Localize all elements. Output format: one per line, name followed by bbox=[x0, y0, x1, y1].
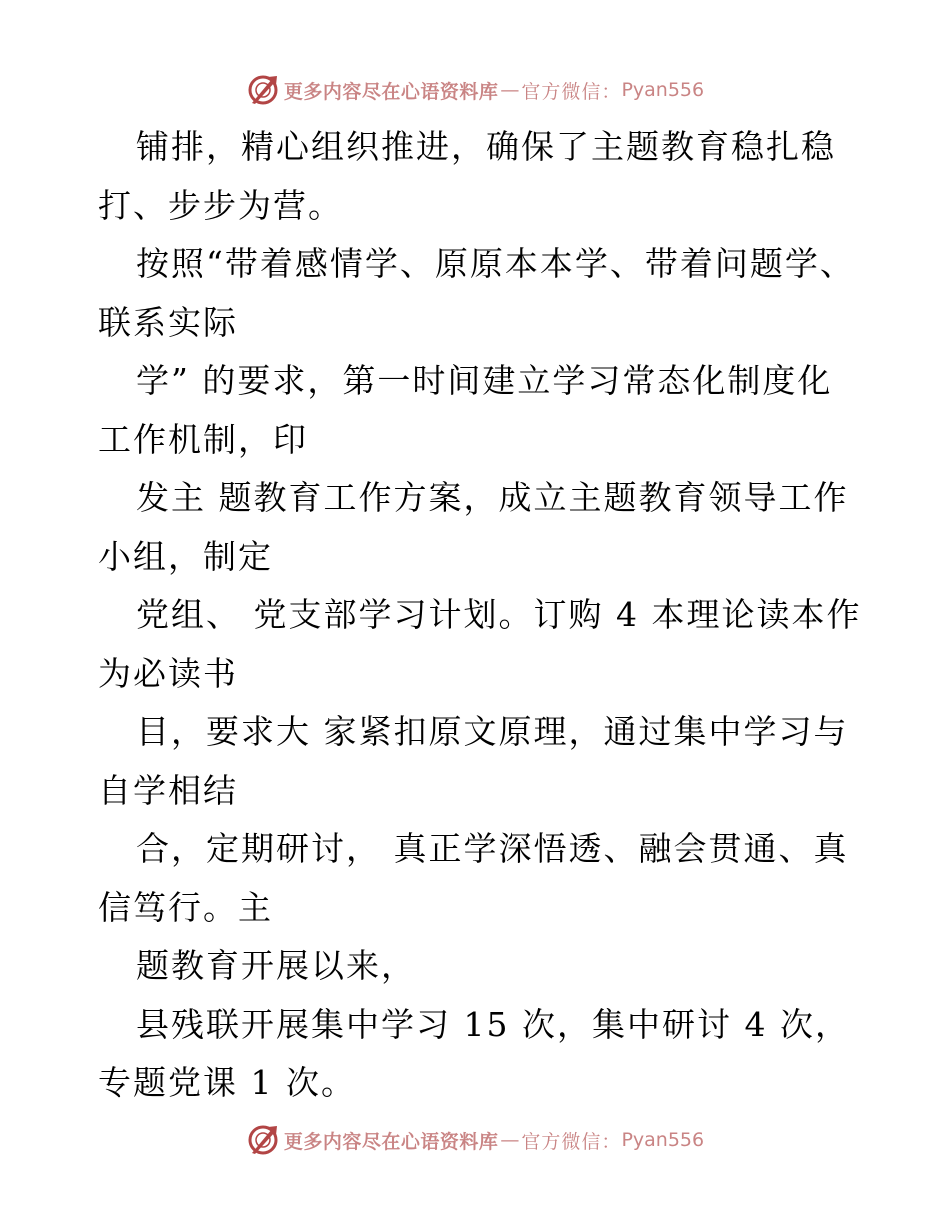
body-line-15: 题教育开展以来， bbox=[136, 946, 416, 985]
header-wechat-id: Pyan556 bbox=[621, 79, 705, 101]
body-line-1: 铺排，精心组织推进，确保了主题教育稳扎稳 bbox=[136, 127, 836, 166]
body-line-7: 发主 题教育工作方案，成立主题教育领导工作 bbox=[136, 478, 849, 517]
document-body bbox=[98, 118, 878, 1113]
footer-banner-dash: — bbox=[500, 1129, 520, 1151]
body-line-4: 联系实际 bbox=[98, 302, 238, 342]
footer-wechat-label: 官方微信： bbox=[521, 1130, 622, 1153]
body-line-10: 为必读书 bbox=[98, 653, 238, 693]
footer-banner-text: 更多内容尽在心语资料库 bbox=[283, 1130, 499, 1153]
footer-wechat-id: Pyan556 bbox=[621, 1129, 705, 1151]
feather-pen-logo-icon bbox=[246, 1123, 280, 1157]
body-line-17: 专题党课 1 次。 bbox=[98, 1063, 356, 1102]
body-line-5: 学” 的要求，第一时间建立学习常态化制度化 bbox=[136, 361, 833, 400]
body-line-11: 目，要求大 家紧扣原文原理，通过集中学习与 bbox=[136, 712, 849, 751]
body-line-3: 按照“带着感情学、原原本本学、带着问题学、 bbox=[136, 244, 855, 283]
body-line-16: 县残联开展集中学习 15 次，集中研讨 4 次， bbox=[136, 1004, 850, 1044]
body-line-14: 信笃行。主 bbox=[98, 887, 273, 927]
body-line-2: 打、步步为营。 bbox=[98, 185, 343, 225]
body-line-9: 党组、 党支部学习计划。订购 4 本理论读本作 bbox=[136, 595, 862, 634]
header-banner-dash: — bbox=[500, 79, 520, 101]
body-line-12: 自学相结 bbox=[98, 770, 238, 810]
body-line-13: 合，定期研讨， 真正学深悟透、融会贯通、真 bbox=[136, 829, 849, 868]
header-banner bbox=[0, 68, 950, 112]
header-banner-text: 更多内容尽在心语资料库 bbox=[283, 80, 499, 103]
footer-banner bbox=[0, 1118, 950, 1162]
header-wechat-label: 官方微信： bbox=[521, 80, 622, 103]
body-line-8: 小组，制定 bbox=[98, 536, 273, 576]
feather-pen-logo-icon bbox=[246, 73, 280, 107]
body-line-6: 工作机制，印 bbox=[98, 419, 308, 459]
